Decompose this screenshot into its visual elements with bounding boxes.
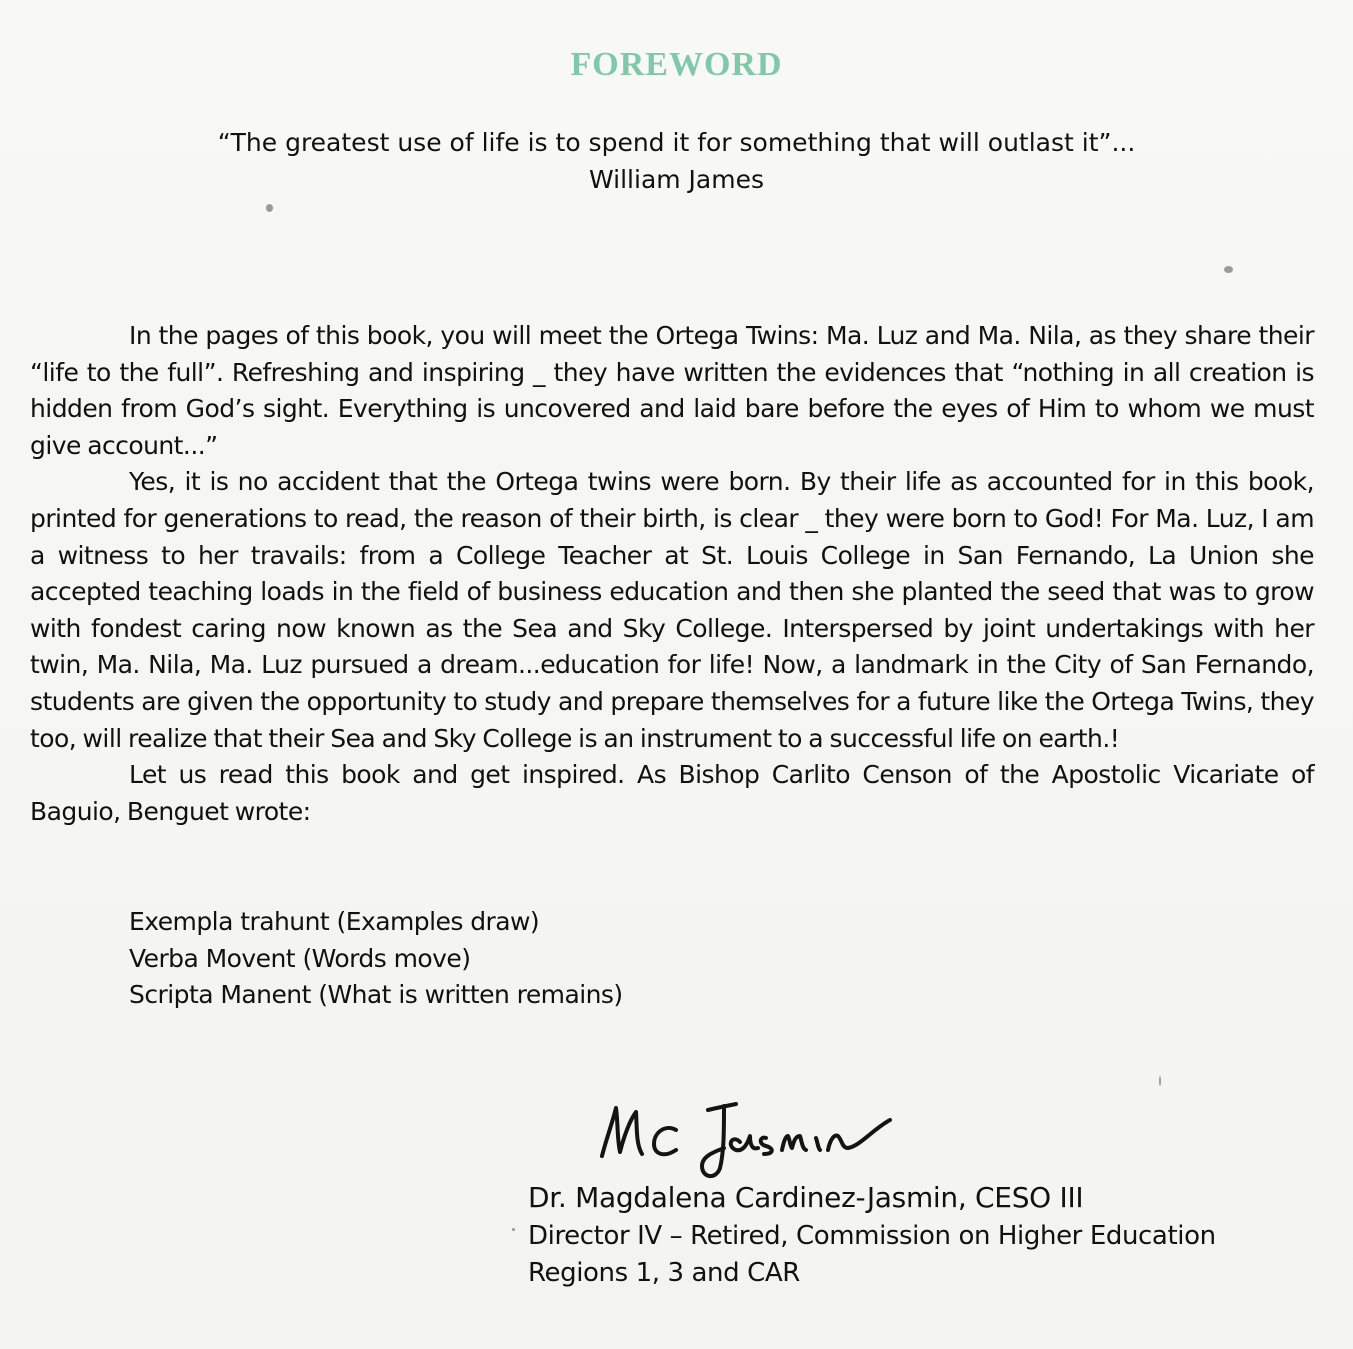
latin-line-1: Exempla trahunt (Examples draw) bbox=[129, 907, 540, 936]
epigraph-author: William James bbox=[588, 165, 765, 194]
scan-speck bbox=[1224, 266, 1233, 273]
latin-line-3: Scripta Manent (What is written remains) bbox=[129, 980, 623, 1010]
signatory-position: Director IV – Retired, Commission on Higher Education bbox=[528, 1221, 1216, 1251]
scan-speck bbox=[266, 204, 273, 212]
epigraph bbox=[0, 124, 1353, 198]
latin-line-2: Verba Movent (Words move) bbox=[129, 943, 471, 973]
paragraph-3: Let us read this book and get inspired. As Bishop Carlito Censon of the Apostolic Vicariate of Baguio, Benguet wrote: bbox=[30, 760, 1314, 826]
signatory-regions: Regions 1, 3 and CAR bbox=[528, 1258, 800, 1288]
paragraph-1: In the pages of this book, you will meet the Ortega Twins: Ma. Luz and Ma. Nila, as they share their “life to the full”. Refreshing and inspiring _ they have written the evidences that “nothing in all creation is hidden from God’s sight. Everything is uncovered and laid bare before the eyes of Him to whom we must give account...” bbox=[30, 321, 1314, 460]
epigraph-quote: “The greatest use of life is to spend it for something that will outlast it”... bbox=[217, 128, 1136, 157]
signatory-name: Dr. Magdalena Cardinez-Jasmin, CESO III bbox=[528, 1181, 1084, 1214]
scan-speck bbox=[1159, 1076, 1161, 1086]
handwritten-signature bbox=[590, 1090, 940, 1180]
scan-speck bbox=[512, 1228, 515, 1231]
foreword-body bbox=[30, 318, 1314, 830]
page-title: FOREWORD bbox=[570, 46, 783, 83]
latin-quotations bbox=[129, 904, 623, 1014]
paragraph-2: Yes, it is no accident that the Ortega twins were born. By their life as accounted for in this book, printed for generations to read, the reason of their birth, is clear _ they were born to God! For Ma. Luz, I am a witness to her travails: from a College Teacher at St. Louis College in San Fernando, La Union she accepted teaching loads in the field of business education and then she planted the seed that was to grow with fondest caring now known as the Sea and Sky College. Interspersed by joint undertakings with her twin, Ma. Nila, Ma. Luz pursued a dream...education for life! Now, a landmark in the City of San Fernando, students are given the opportunity to study and prepare themselves for a future like the Ortega Twins, they too, will realize that their Sea and Sky College is an instrument to a successful life on earth.! bbox=[30, 467, 1314, 753]
signature-block bbox=[528, 1178, 1216, 1292]
